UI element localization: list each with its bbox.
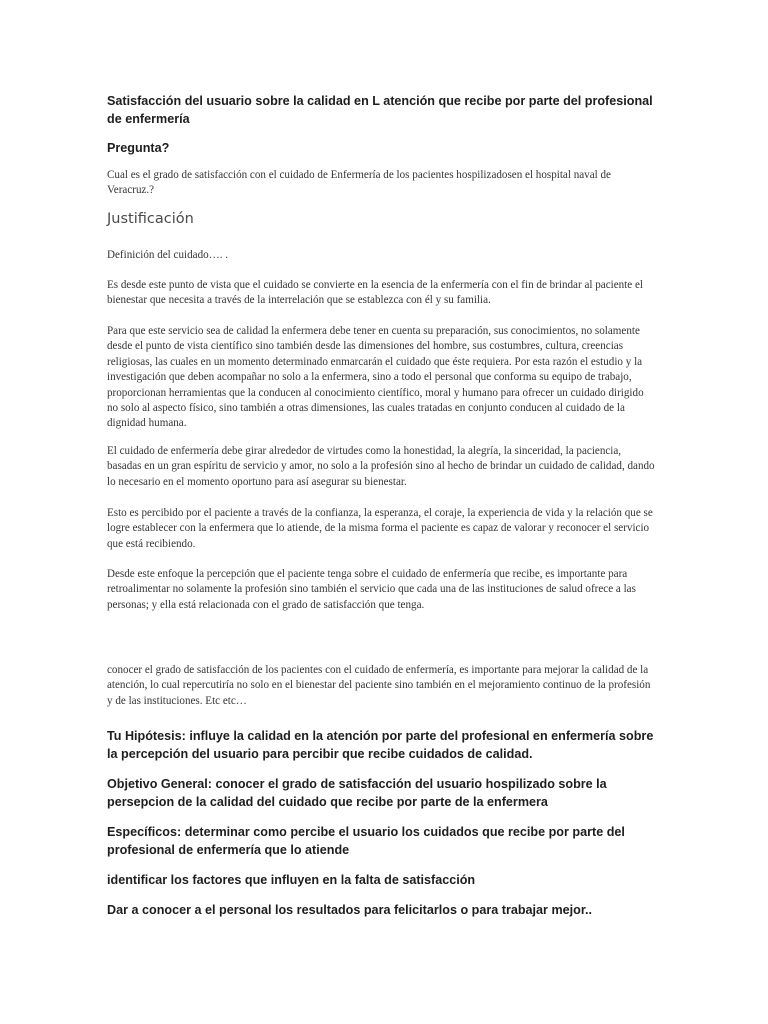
paragraph: conocer el grado de satisfacción de los pacientes con el cuidado de enfermería, es importante para mejorar la calidad de la atención, lo cual repercutiría no solo en el bienestar del paciente sino también en el mejoramiento continuo de la profesión y de las instituciones. Etc etc… [107,664,651,707]
specific-objective: Dar a conocer a el personal los resultados para felicitarlos o para trabajar mejor.. [107,903,593,917]
paragraph: Para que este servicio sea de calidad la enfermera debe tener en cuenta su preparación, sus conocimientos, no solamente desde el punto de vista científico sino también desde las dimensiones del hombre, sus costumbres, cultura, creencias religiosas, las cuales en un momento determinado enmarcarán el cuidado que éste requiera. Por esta razón el estudio y la investigación que deben acompañar no solo a la enfermera, sino a todo el personal que conforma su equipo de trabajo, proporcionan herramientas que la conducen al conocimiento científico, moral y humano para ofrecer un cuidado dirigido no solo al aspecto físico, sino también a otras dimensiones, las cuales tratadas en conjunto conducen al cuidado de la dignidad humana. [107,325,644,430]
definition-line: Definición del cuidado…. . [107,249,229,261]
paragraph: Desde este enfoque la percepción que el paciente tenga sobre el cuidado de enfermería que recibe, es importante para retroalimentar no solamente la profesión sino también el servicio que cada una de las instituciones de salud ofrece a las personas; y ella está relacionada con el grado de satisfacción que tenga. [107,568,636,611]
question-text: Cual es el grado de satisfacción con el cuidado de Enfermería de los pacientes hospilizadosen el hospital naval de Veracruz.? [107,169,611,197]
specific-objective: Específicos: determinar como percibe el usuario los cuidados que recibe por parte del profesional de enfermería que lo atiende [107,825,625,857]
justification-heading: Justificación [107,211,194,227]
document-title: Satisfacción del usuario sobre la calidad en L atención que recibe por parte del profesional de enfermería [107,94,653,126]
paragraph: Es desde este punto de vista que el cuidado se convierte en la esencia de la enfermería con el fin de brindar al paciente el bienestar que necesita a través de la interrelación que se establezca con él y su familia. [107,279,643,307]
paragraph: Esto es percibido por el paciente a través de la confianza, la esperanza, el coraje, la experiencia de vida y la relación que se logre establecer con la enfermera que lo atiende, de la misma forma el paciente es capaz de valorar y reconocer el servicio que está recibiendo. [107,507,653,550]
specific-objective: identificar los factores que influyen en la falta de satisfacción [107,873,476,887]
hypothesis: Tu Hipótesis: influye la calidad en la atención por parte del profesional en enfermería sobre la percepción del usuario para percibir que recibe cuidados de calidad. [107,729,654,761]
general-objective: Objetivo General: conocer el grado de satisfacción del usuario hospilizado sobre la persepcion de la calidad del cuidado que recibe por parte de la enfermera [107,777,607,809]
question-label: Pregunta? [107,141,170,155]
paragraph: El cuidado de enfermería debe girar alrededor de virtudes como la honestidad, la alegría, la sinceridad, la paciencia, basadas en un gran espíritu de servicio y amor, no solo a la profesión sino al hecho de brindar un cuidado de calidad, dando lo necesario en el momento oportuno para así asegurar su bienestar. [107,445,655,488]
